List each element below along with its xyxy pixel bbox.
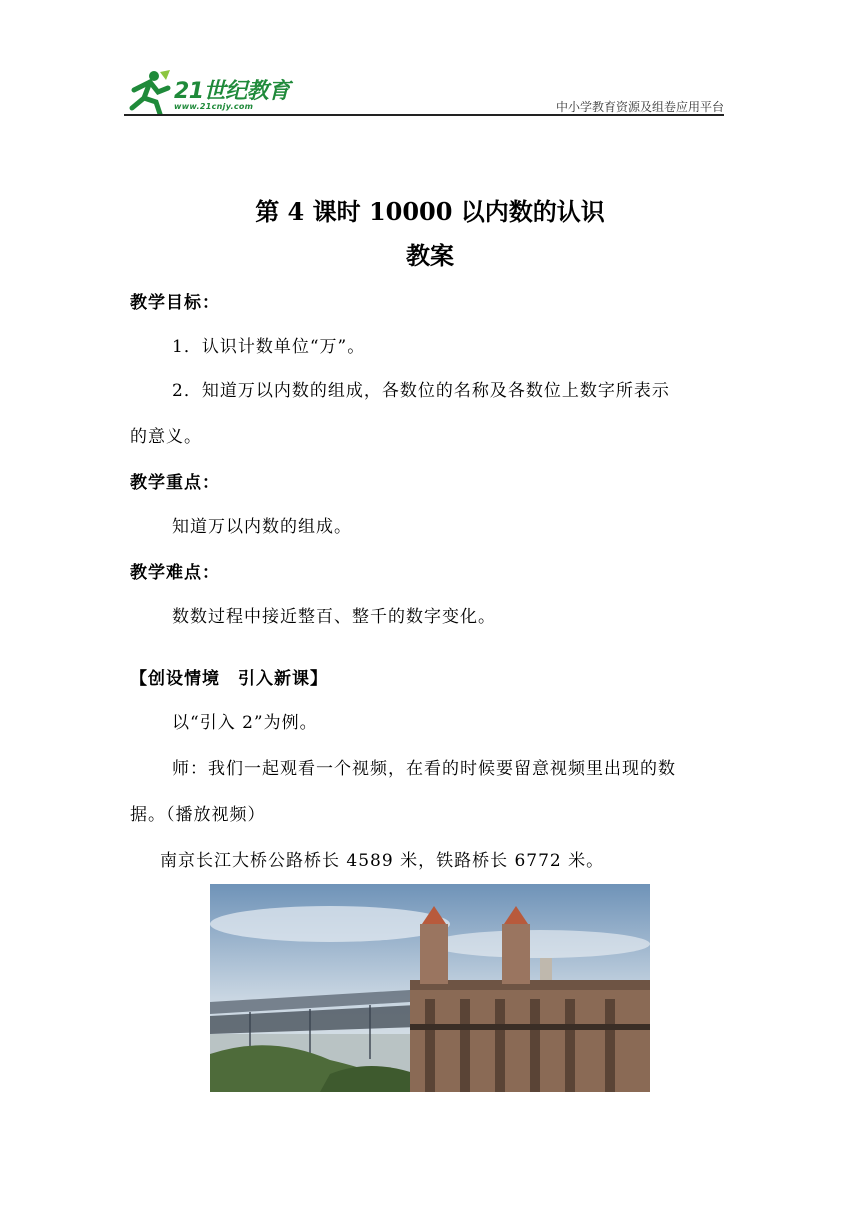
objective-2-line1: 2．知道万以内数的组成，各数位的名称及各数位上数字所表示 bbox=[172, 381, 670, 401]
logo bbox=[124, 66, 324, 118]
header-tagline: 中小学教育资源及组卷应用平台 bbox=[555, 100, 724, 114]
keypoint-heading: 教学重点： bbox=[130, 473, 220, 493]
difficulty-heading: 教学难点： bbox=[130, 563, 220, 583]
logo-url: www.21cnjy.com bbox=[174, 102, 254, 111]
intro-example: 以“引入 2”为例。 bbox=[172, 713, 318, 733]
header-divider bbox=[124, 114, 724, 116]
keypoint-text: 知道万以内数的组成。 bbox=[172, 517, 352, 537]
bridge-photo bbox=[210, 884, 650, 1092]
document-title: 第 4 课时 10000 以内数的认识 bbox=[255, 197, 605, 226]
difficulty-text: 数数过程中接近整百、整千的数字变化。 bbox=[172, 607, 496, 627]
objective-1: 1．认识计数单位“万”。 bbox=[172, 337, 366, 357]
page-header bbox=[124, 66, 726, 118]
objectives-heading: 教学目标： bbox=[130, 293, 220, 313]
logo-text: 21世纪教育 bbox=[174, 79, 290, 104]
teacher-line-2: 据。（播放视频） bbox=[130, 805, 266, 825]
teacher-line-1: 师：我们一起观看一个视频，在看的时候要留意视频里出现的数 bbox=[172, 759, 676, 779]
objective-2-line2: 的意义。 bbox=[130, 427, 202, 447]
runner-logo-icon bbox=[124, 68, 172, 116]
document-subtitle: 教案 bbox=[406, 241, 454, 270]
section-heading: 【创设情境 引入新课】 bbox=[130, 669, 328, 689]
bridge-fact: 南京长江大桥公路桥长 4589 米，铁路桥长 6772 米。 bbox=[160, 851, 605, 871]
